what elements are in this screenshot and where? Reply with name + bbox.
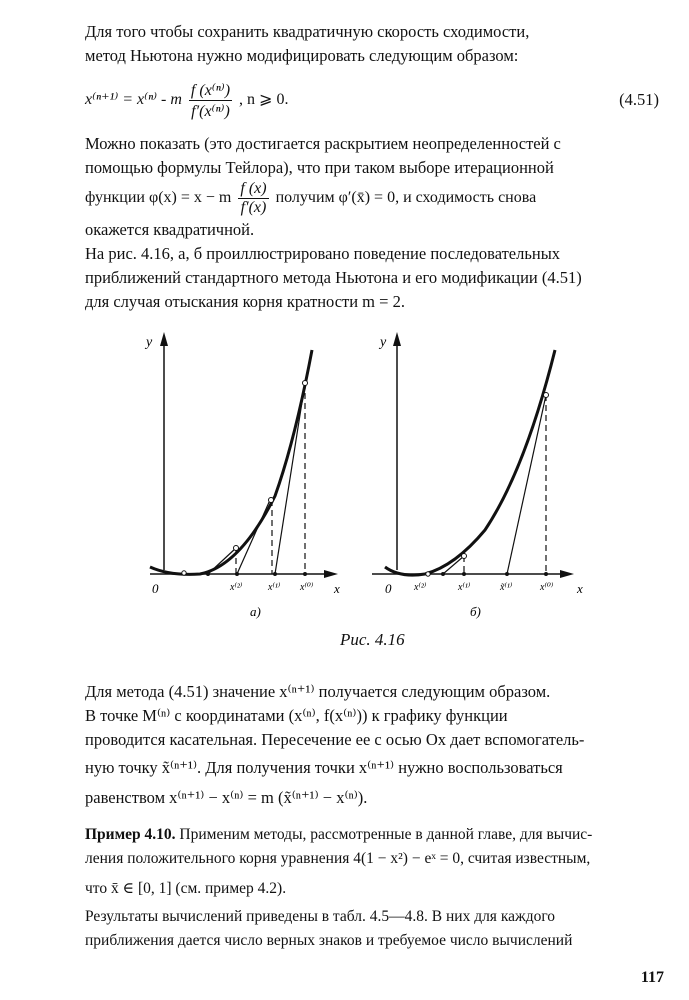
panel-a-y-arrow-icon xyxy=(160,332,168,346)
para2-line3 xyxy=(85,180,536,217)
panel-a-tangent-2 xyxy=(208,548,236,574)
phi-denominator: f′(x) xyxy=(240,199,267,216)
panel-a-mark-3 xyxy=(206,572,210,576)
panel-a-tangent-1 xyxy=(237,500,270,574)
panel-a-x-label: x xyxy=(334,581,340,596)
para3-line2: приближений стандартного метода Ньютона и его модификации (4.51) xyxy=(85,268,582,287)
para2-line3-a: функции φ(x) = x − m xyxy=(85,189,232,207)
example-line1 xyxy=(85,822,665,847)
panel-b-origin: 0 xyxy=(385,581,392,596)
panel-b-root xyxy=(426,572,430,576)
para2-line2: помощью формулы Тейлора), что при таком выборе итерационной xyxy=(85,158,554,177)
example-line3: что x̄ ∈ [0, 1] (см. пример 4.2). xyxy=(85,880,287,897)
panel-a xyxy=(144,332,340,619)
para4-line3: проводится касательная. Пересечение ее с осью Ox дает вспомогатель- xyxy=(85,730,585,749)
figure-caption: Рис. 4.16 xyxy=(340,630,405,649)
equation-lhs: x⁽ⁿ⁺¹⁾ = x⁽ⁿ⁾ - m xyxy=(85,91,182,109)
para3-line1: На рис. 4.16, а, б проиллюстрировано поведение последовательных xyxy=(85,244,561,263)
panel-b-x-arrow-icon xyxy=(560,570,574,578)
example-line2: ления положительного корня уравнения 4(1 − x²) − eˣ = 0, считая известным, xyxy=(85,850,591,867)
para4-line4: ную точку x̃⁽ⁿ⁺¹⁾. Для получения точки x⁽ⁿ⁺¹⁾ нужно воспользоваться xyxy=(85,758,563,777)
panel-a-tick-2: x⁽²⁾ xyxy=(230,582,243,593)
para1-line1: Для того чтобы сохранить квадратичную скорость сходимости, xyxy=(85,22,530,41)
page-number: 117 xyxy=(640,969,664,986)
equation-numerator: f (x⁽ⁿ⁾) xyxy=(190,82,231,99)
panel-a-tick-1: x⁽¹⁾ xyxy=(268,582,281,593)
panel-b xyxy=(372,332,583,619)
panel-b-tick-0: x⁽⁰⁾ xyxy=(540,582,554,593)
panel-a-point-1 xyxy=(269,498,274,503)
para2-line4: окажется квадратичной. xyxy=(85,220,255,239)
panel-b-sublabel: б) xyxy=(470,604,481,619)
panel-b-mark-1 xyxy=(462,572,466,576)
panel-b-tick-tilde: x̃⁽¹⁾ xyxy=(500,582,513,593)
figure-4-16 xyxy=(0,320,689,640)
panel-a-mark-1 xyxy=(273,572,277,576)
panel-b-curve xyxy=(385,350,555,575)
para3-line3: для случая отыскания корня кратности m = 2. xyxy=(85,292,405,311)
para2-line1: Можно показать (это достигается раскрытием неопределенностей с xyxy=(85,134,561,153)
example-line5: приближения дается число верных знаков и требуемое число вычислений xyxy=(85,932,573,949)
panel-a-point-2 xyxy=(234,546,239,551)
example-line4: Результаты вычислений приведены в табл. 4.5—4.8. В них для каждого xyxy=(85,908,556,925)
panel-a-point-0 xyxy=(303,381,308,386)
panel-b-tick-2: x⁽²⁾ xyxy=(414,582,427,593)
panel-a-mark-0 xyxy=(303,572,307,576)
panel-b-y-arrow-icon xyxy=(393,332,401,346)
equation-denominator: f′(x⁽ⁿ⁾) xyxy=(191,103,230,120)
panel-a-origin: 0 xyxy=(152,581,159,596)
para1-line2: метод Ньютона нужно модифицировать следующим образом: xyxy=(85,46,519,65)
panel-b-y-label: y xyxy=(380,335,387,350)
phi-numerator: f (x) xyxy=(240,180,267,197)
panel-b-mark-0 xyxy=(544,572,548,576)
panel-a-mark-2 xyxy=(235,572,239,576)
panel-b-point-0 xyxy=(544,393,549,398)
panel-a-x-arrow-icon xyxy=(324,570,338,578)
panel-b-tick-1: x⁽¹⁾ xyxy=(458,582,471,593)
panel-b-tangent-0 xyxy=(507,395,546,574)
equation-condition: , n ⩾ 0. xyxy=(239,91,289,109)
phi-fraction xyxy=(238,180,268,217)
para2-line3-b: получим φ′(x̄) = 0, и сходимость снова xyxy=(275,189,537,207)
panel-a-sublabel: а) xyxy=(250,604,261,619)
panel-b-point-1 xyxy=(462,554,467,559)
panel-a-y-label: y xyxy=(146,335,153,350)
para4-line1: Для метода (4.51) значение x⁽ⁿ⁺¹⁾ получается следующим образом. xyxy=(85,682,551,701)
panel-b-mark-tt xyxy=(505,572,509,576)
panel-a-curve xyxy=(150,350,312,574)
para4-line2: В точке M⁽ⁿ⁾ с координатами (x⁽ⁿ⁾, f(x⁽ⁿ⁾)) к графику функции xyxy=(85,706,508,725)
example-line1-rest: Применим методы, рассмотренные в данной главе, для вычис- xyxy=(175,826,593,843)
equation-4-51 xyxy=(85,80,288,121)
equation-number: (4.51) xyxy=(619,90,659,109)
panel-b-mark-t xyxy=(441,572,445,576)
panel-a-root xyxy=(182,571,186,575)
panel-a-tick-0: x⁽⁰⁾ xyxy=(300,582,314,593)
example-label: Пример 4.10. xyxy=(85,826,176,843)
equation-fraction xyxy=(189,80,232,121)
para4-line5: равенством x⁽ⁿ⁺¹⁾ − x⁽ⁿ⁾ = m (x̃⁽ⁿ⁺¹⁾ − x⁽ⁿ⁾). xyxy=(85,788,368,807)
panel-b-x-label: x xyxy=(577,581,583,596)
